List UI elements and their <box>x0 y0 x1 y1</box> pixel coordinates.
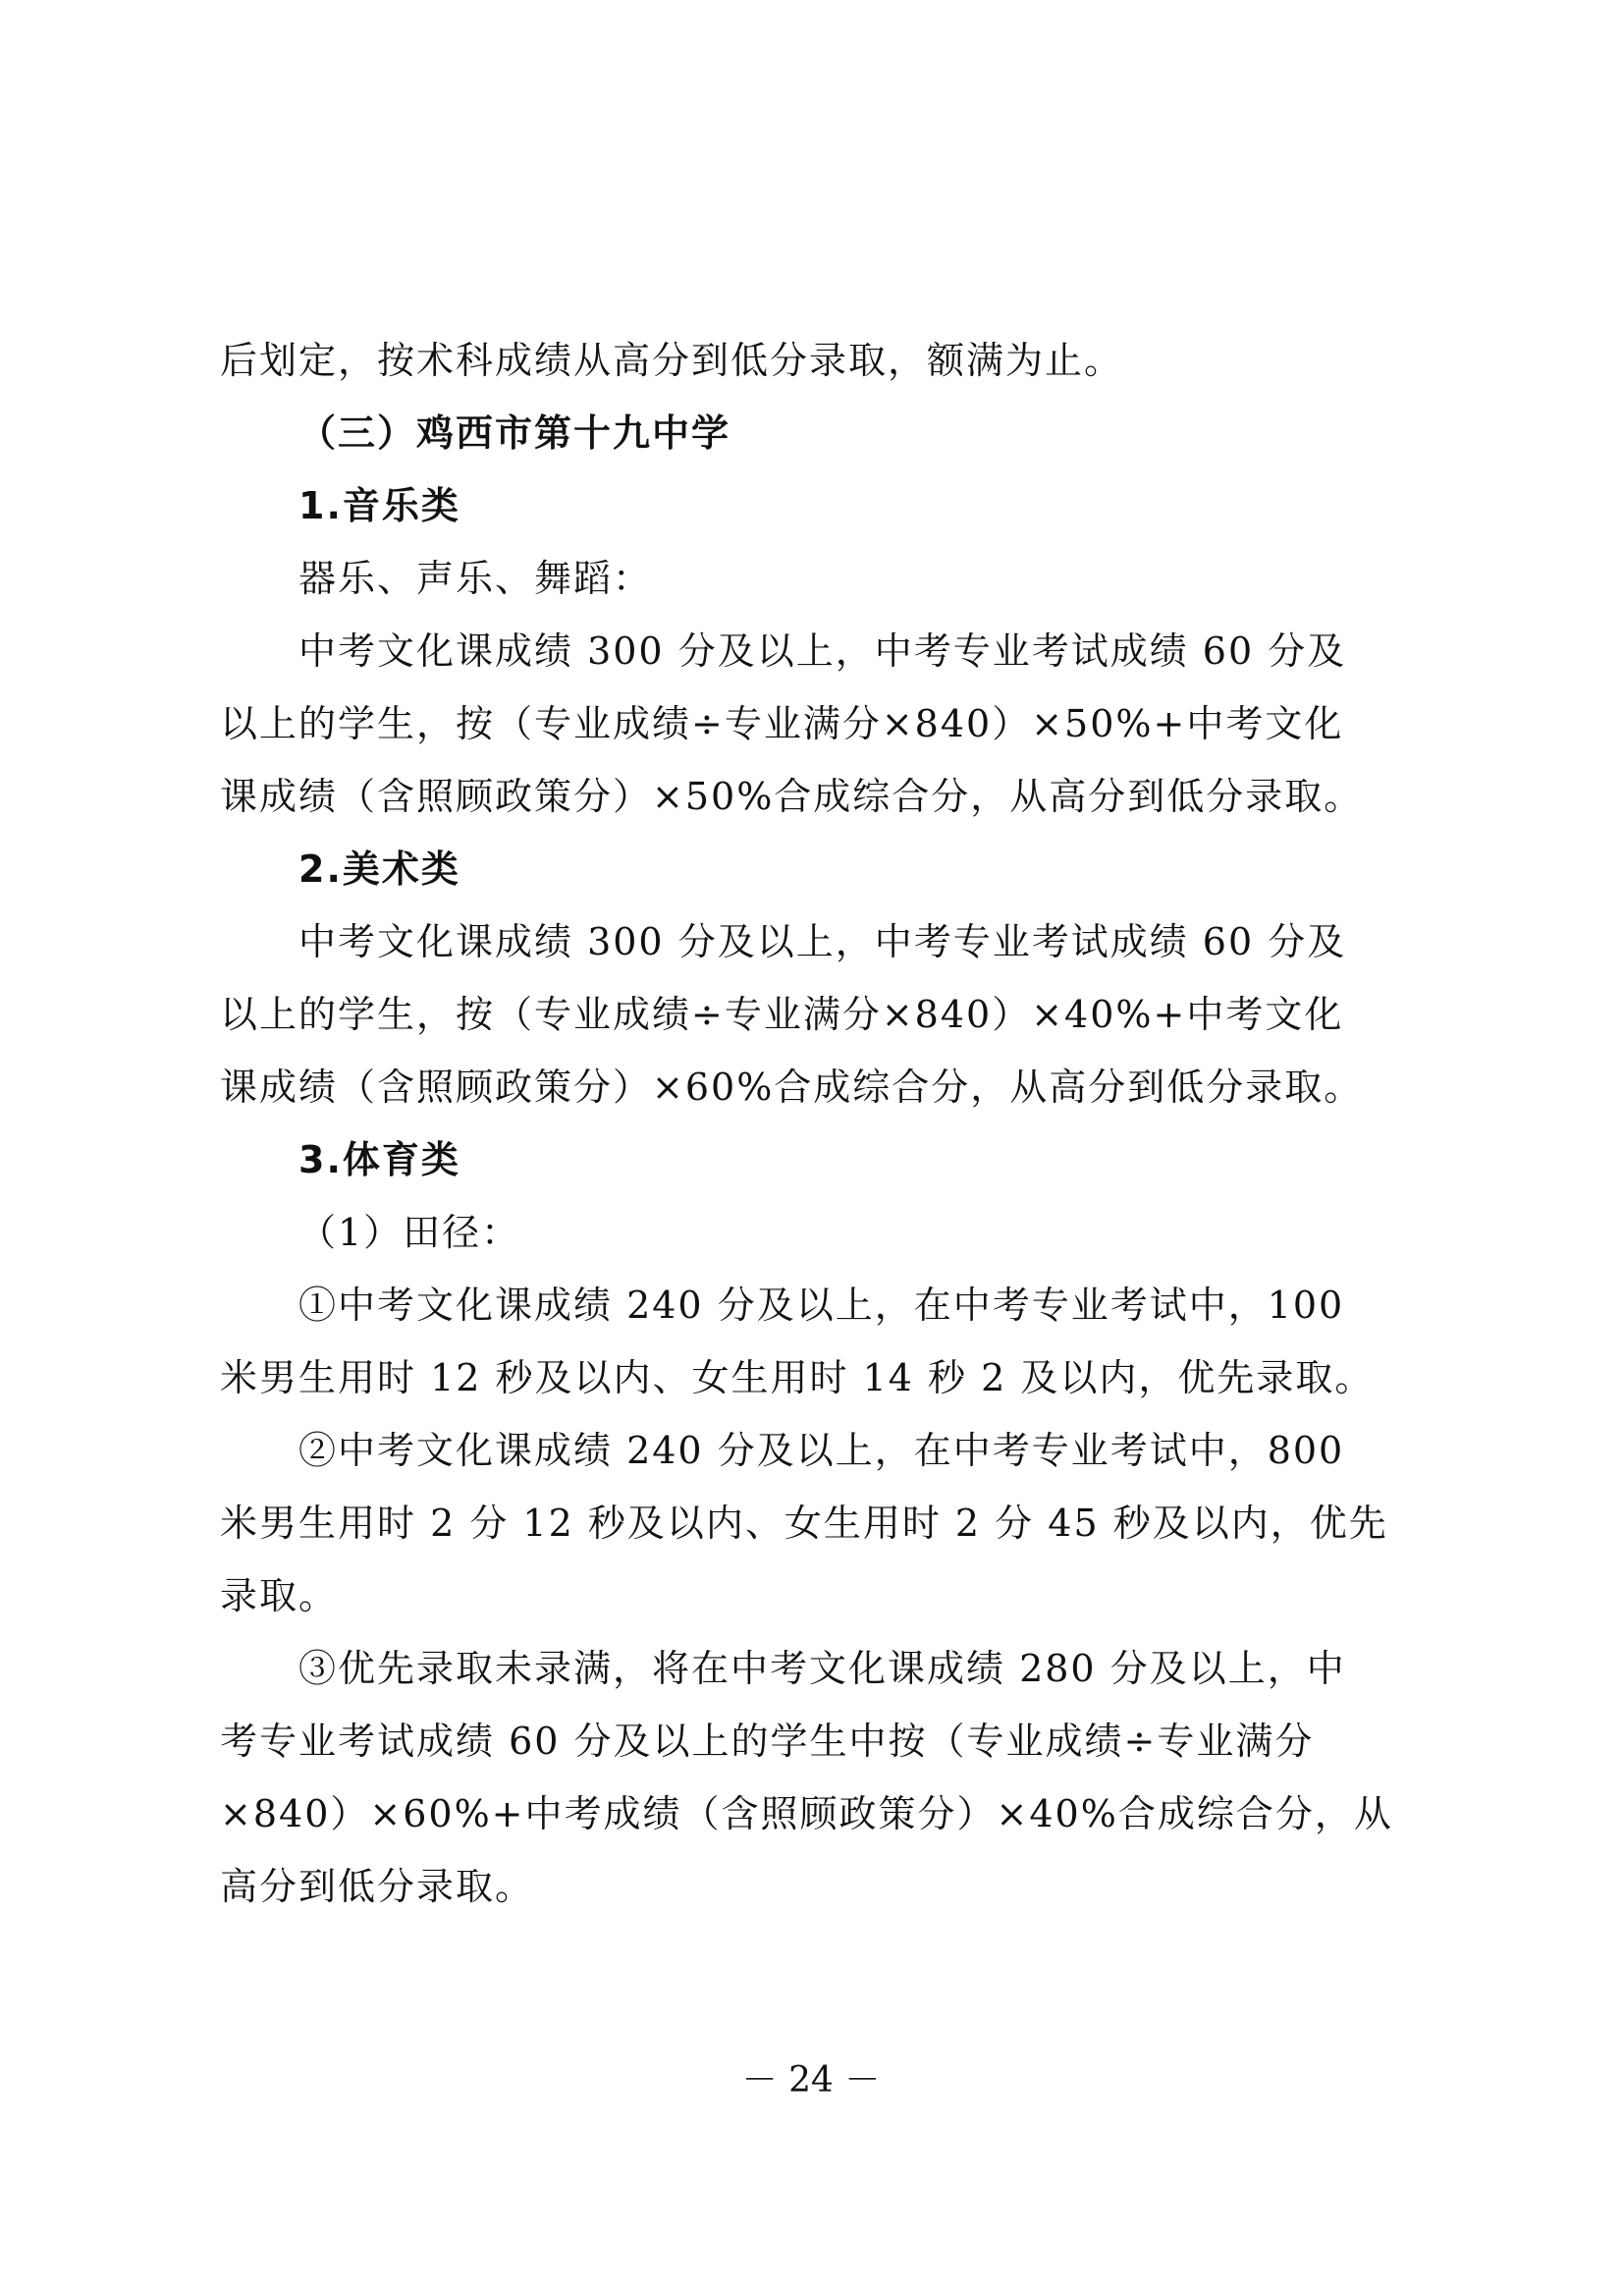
subsection-heading: 2.美术类 <box>298 847 460 891</box>
text-line: 中考文化课成绩 300 分及以上，中考专业考试成绩 60 分及 <box>298 920 1347 963</box>
text-line: 后划定，按术科成绩从高分到低分录取，额满为止。 <box>220 339 1124 382</box>
text-line: 器乐、声乐、舞蹈： <box>298 557 653 600</box>
text-line: ②中考文化课成绩 240 分及以上，在中考专业考试中，800 <box>298 1429 1345 1472</box>
text-line: 中考文化课成绩 300 分及以上，中考专业考试成绩 60 分及 <box>298 629 1347 673</box>
section-heading: （三）鸡西市第十九中学 <box>298 411 731 455</box>
text-line: 考专业考试成绩 60 分及以上的学生中按（专业成绩÷专业满分 <box>220 1720 1315 1763</box>
text-line: ①中考文化课成绩 240 分及以上，在中考专业考试中，100 <box>298 1284 1345 1327</box>
subsection-heading: 3.体育类 <box>298 1138 460 1181</box>
text-line: ×840）×60%+中考成绩（含照顾政策分）×40%合成综合分，从 <box>220 1792 1393 1835</box>
text-line: （1）田径： <box>298 1211 521 1254</box>
text-line: 以上的学生，按（专业成绩÷专业满分×840）×40%+中考文化 <box>220 993 1344 1036</box>
text-line: 录取。 <box>220 1574 339 1617</box>
text-line: 高分到低分录取。 <box>220 1865 535 1908</box>
page-number: － 24 － <box>741 2060 881 2101</box>
text-line: 以上的学生，按（专业成绩÷专业满分×840）×50%+中考文化 <box>220 702 1344 745</box>
text-line: 课成绩（含照顾政策分）×50%合成综合分，从高分到低分录取。 <box>220 775 1364 818</box>
text-line: ③优先录取未录满，将在中考文化课成绩 280 分及以上，中 <box>298 1647 1346 1690</box>
body-text <box>220 324 1394 1923</box>
text-line: 米男生用时 2 分 12 秒及以内、女生用时 2 分 45 秒及以内，优先 <box>220 1502 1388 1545</box>
text-line: 课成绩（含照顾政策分）×60%合成综合分，从高分到低分录取。 <box>220 1066 1364 1109</box>
text-line: 米男生用时 12 秒及以内、女生用时 14 秒 2 及以内，优先录取。 <box>220 1356 1375 1399</box>
subsection-heading: 1.音乐类 <box>298 484 460 527</box>
